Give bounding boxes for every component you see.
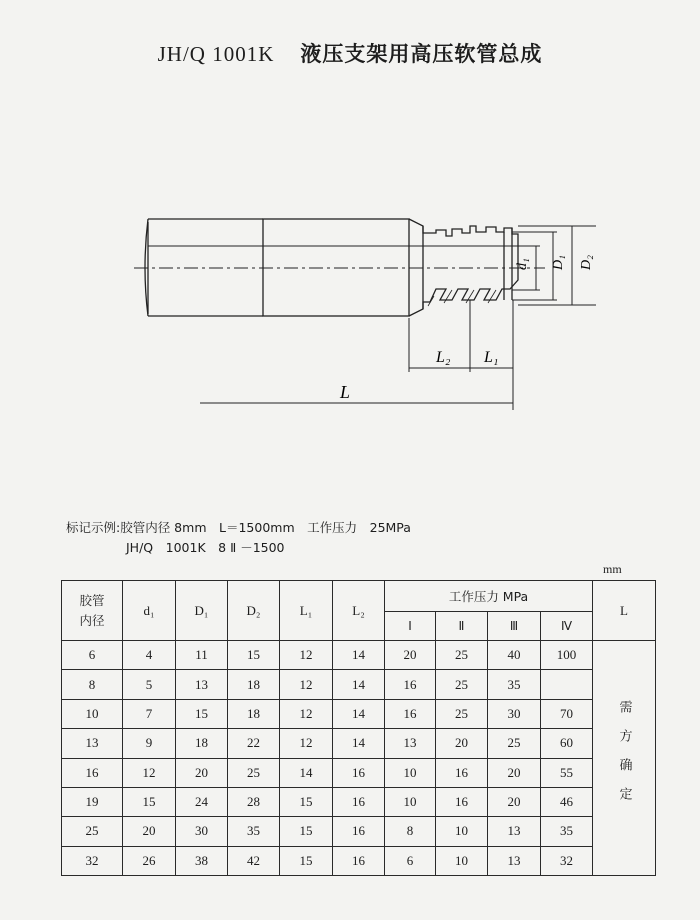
unit-label: mm: [603, 562, 622, 576]
cell: 14: [333, 729, 385, 758]
cell: 15: [228, 641, 280, 670]
header-grade-4: Ⅳ: [541, 612, 593, 641]
marking-example: [66, 518, 411, 558]
cell: 16: [436, 758, 488, 787]
cell: 10: [385, 758, 436, 787]
cell: 15: [280, 846, 333, 875]
cell: 20: [123, 817, 176, 846]
cell: 25: [436, 699, 488, 728]
cell: 35: [488, 670, 541, 699]
header-L1: L₁: [280, 581, 333, 641]
cell: 12: [280, 699, 333, 728]
header-grade-2: Ⅱ: [436, 612, 488, 641]
cell: 20: [385, 641, 436, 670]
cell: 13: [62, 729, 123, 758]
header-grade-1: Ⅰ: [385, 612, 436, 641]
cell: 25: [62, 817, 123, 846]
cell: 13: [385, 729, 436, 758]
label-L: L: [340, 382, 351, 402]
cell: 15: [123, 787, 176, 816]
cell: 16: [385, 670, 436, 699]
cell: 32: [541, 846, 593, 875]
cell: 7: [123, 699, 176, 728]
cell: 20: [488, 787, 541, 816]
cell: 25: [436, 641, 488, 670]
cell: 38: [176, 846, 228, 875]
cell: 14: [280, 758, 333, 787]
cell: 25: [228, 758, 280, 787]
cell: 5: [123, 670, 176, 699]
cell: 16: [436, 787, 488, 816]
cell: 20: [176, 758, 228, 787]
cell: 40: [488, 641, 541, 670]
header-D2: D₂: [228, 581, 280, 641]
table-row: [62, 729, 656, 758]
cell: 14: [333, 670, 385, 699]
cell: 55: [541, 758, 593, 787]
table-row: [62, 699, 656, 728]
table-row: [62, 670, 656, 699]
table-row: [62, 817, 656, 846]
standard-code: JH/Q 1001K: [157, 42, 275, 66]
cell: 15: [280, 787, 333, 816]
cell: 20: [436, 729, 488, 758]
cell: 42: [228, 846, 280, 875]
cell: 16: [333, 817, 385, 846]
cell: 16: [333, 758, 385, 787]
cell: 26: [123, 846, 176, 875]
cell: 10: [436, 817, 488, 846]
table-row: [62, 846, 656, 875]
marking-example-line1: 标记示例:胶管内径 8mm L＝1500mm 工作压力 25MPa: [66, 520, 411, 535]
cell: 13: [488, 846, 541, 875]
cell: 14: [333, 641, 385, 670]
cell: 9: [123, 729, 176, 758]
cell: 6: [385, 846, 436, 875]
header-L2: L₂: [333, 581, 385, 641]
cell: 25: [488, 729, 541, 758]
cell: 13: [488, 817, 541, 846]
cell: 25: [436, 670, 488, 699]
cell: 20: [488, 758, 541, 787]
cell: 35: [228, 817, 280, 846]
cell: 18: [228, 699, 280, 728]
cell: 10: [436, 846, 488, 875]
standard-name: 液压支架用高压软管总成: [300, 42, 543, 66]
header-pressure: 工作压力 MPa: [385, 581, 593, 612]
cell: 18: [228, 670, 280, 699]
cell: 35: [541, 817, 593, 846]
label-L1: L₁: [484, 349, 499, 366]
label-L2: L₂: [436, 349, 451, 366]
label-D1: D₁: [551, 255, 566, 270]
header-bore: 胶管 内径: [62, 581, 123, 641]
cell: 6: [62, 641, 123, 670]
cell: 10: [62, 699, 123, 728]
cell: 12: [280, 729, 333, 758]
header-d1: d₁: [123, 581, 176, 641]
label-d1: d₁: [515, 258, 530, 270]
cell: 15: [176, 699, 228, 728]
cell: 28: [228, 787, 280, 816]
cell: 4: [123, 641, 176, 670]
header-grade-3: Ⅲ: [488, 612, 541, 641]
cell: 12: [280, 670, 333, 699]
cell: 14: [333, 699, 385, 728]
header-L: L: [593, 581, 656, 641]
table-body: [62, 641, 656, 876]
cell: 12: [123, 758, 176, 787]
cell: 8: [62, 670, 123, 699]
cell: 16: [333, 846, 385, 875]
cell: 46: [541, 787, 593, 816]
cell: 10: [385, 787, 436, 816]
cell: 18: [176, 729, 228, 758]
spec-table: [61, 580, 656, 876]
cell: 60: [541, 729, 593, 758]
table-row: [62, 758, 656, 787]
cell: 70: [541, 699, 593, 728]
cell: 11: [176, 641, 228, 670]
label-D2: D₂: [579, 255, 594, 270]
cell: 13: [176, 670, 228, 699]
cell: 30: [488, 699, 541, 728]
cell: 16: [62, 758, 123, 787]
marking-example-line2: JH/Q 1001K 8 Ⅱ －1500: [126, 540, 285, 555]
cell: 19: [62, 787, 123, 816]
cell: 100: [541, 641, 593, 670]
header-D1: D₁: [176, 581, 228, 641]
cell: 32: [62, 846, 123, 875]
length-note: 需方确定: [593, 641, 656, 876]
cell: [541, 670, 593, 699]
cell: 22: [228, 729, 280, 758]
cell: 24: [176, 787, 228, 816]
cell: 16: [385, 699, 436, 728]
cell: 16: [333, 787, 385, 816]
table-row: [62, 641, 656, 670]
cell: 8: [385, 817, 436, 846]
cell: 30: [176, 817, 228, 846]
cell: 15: [280, 817, 333, 846]
table-row: [62, 787, 656, 816]
cell: 12: [280, 641, 333, 670]
